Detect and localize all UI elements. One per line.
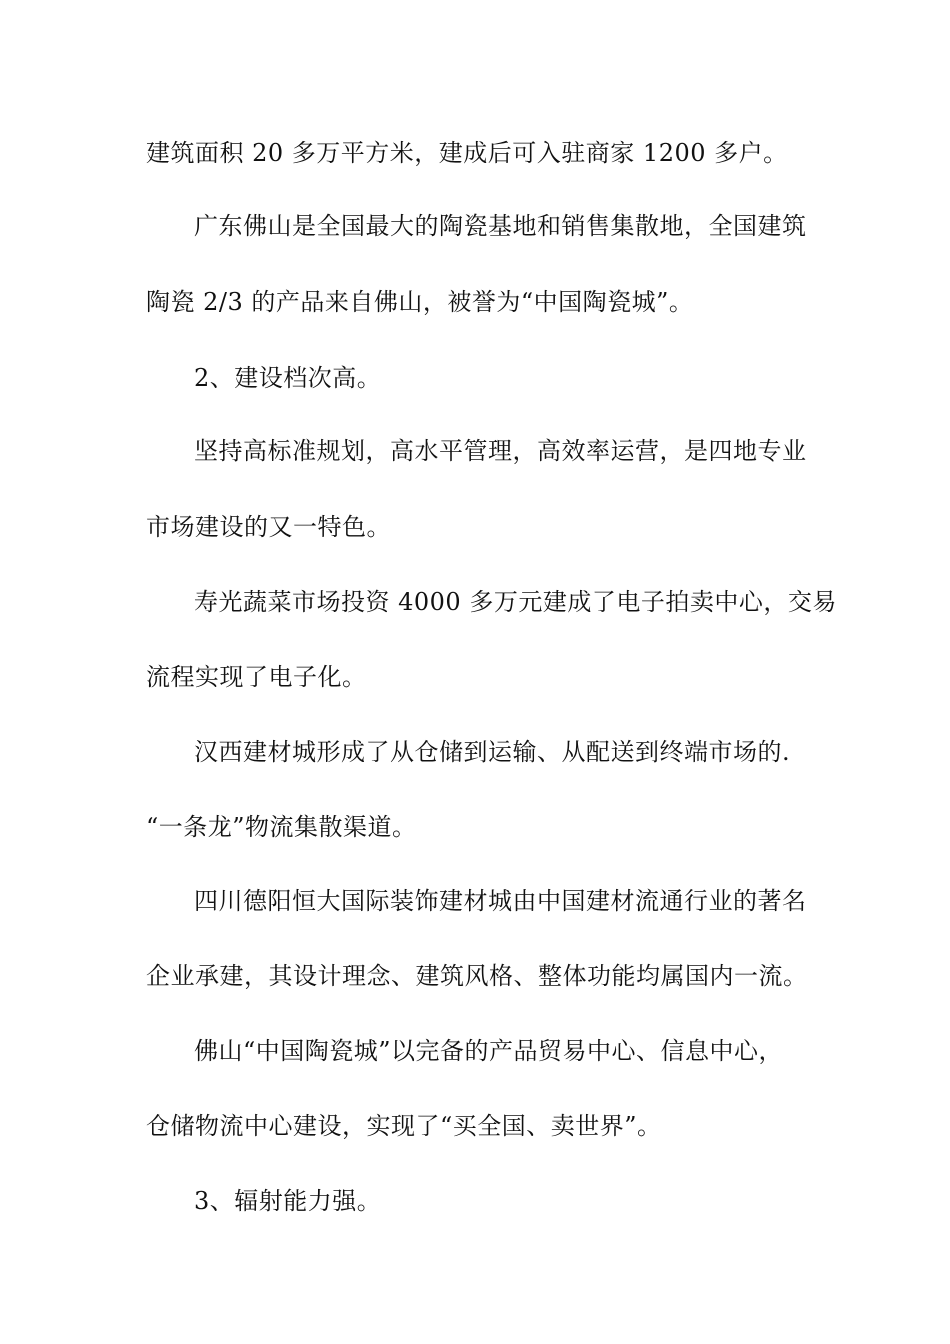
paragraph-line: 建筑面积 20 多万平方米，建成后可入驻商家 1200 多户。 [146, 139, 788, 167]
paragraph-line: 四川德阳恒大国际装饰建材城由中国建材流通行业的著名 [194, 887, 807, 915]
paragraph-line: 企业承建，其设计理念、建筑风格、整体功能均属国内一流。 [146, 962, 808, 990]
paragraph-line: 陶瓷 2/3 的产品来自佛山，被誉为“中国陶瓷城”。 [146, 288, 694, 316]
paragraph-line: 仓储物流中心建设，实现了“买全国、卖世界”。 [146, 1112, 662, 1140]
paragraph-line: 汉西建材城形成了从仓储到运输、从配送到终端市场的. [194, 738, 791, 766]
paragraph-line: 坚持高标准规划，高水平管理，高效率运营，是四地专业 [194, 437, 807, 465]
paragraph-line: 佛山“中国陶瓷城”以完备的产品贸易中心、信息中心， [194, 1037, 784, 1065]
paragraph-line: 流程实现了电子化。 [146, 663, 367, 691]
section-heading: 2、建设档次高。 [194, 364, 382, 392]
paragraph-line: 市场建设的又一特色。 [146, 513, 391, 541]
section-heading: 3、辐射能力强。 [194, 1187, 382, 1215]
paragraph-line: 寿光蔬菜市场投资 4000 多万元建成了电子拍卖中心，交易 [194, 588, 837, 616]
paragraph-line: 广东佛山是全国最大的陶瓷基地和销售集散地，全国建筑 [194, 212, 807, 240]
paragraph-line: “一条龙”物流集散渠道。 [146, 813, 417, 841]
